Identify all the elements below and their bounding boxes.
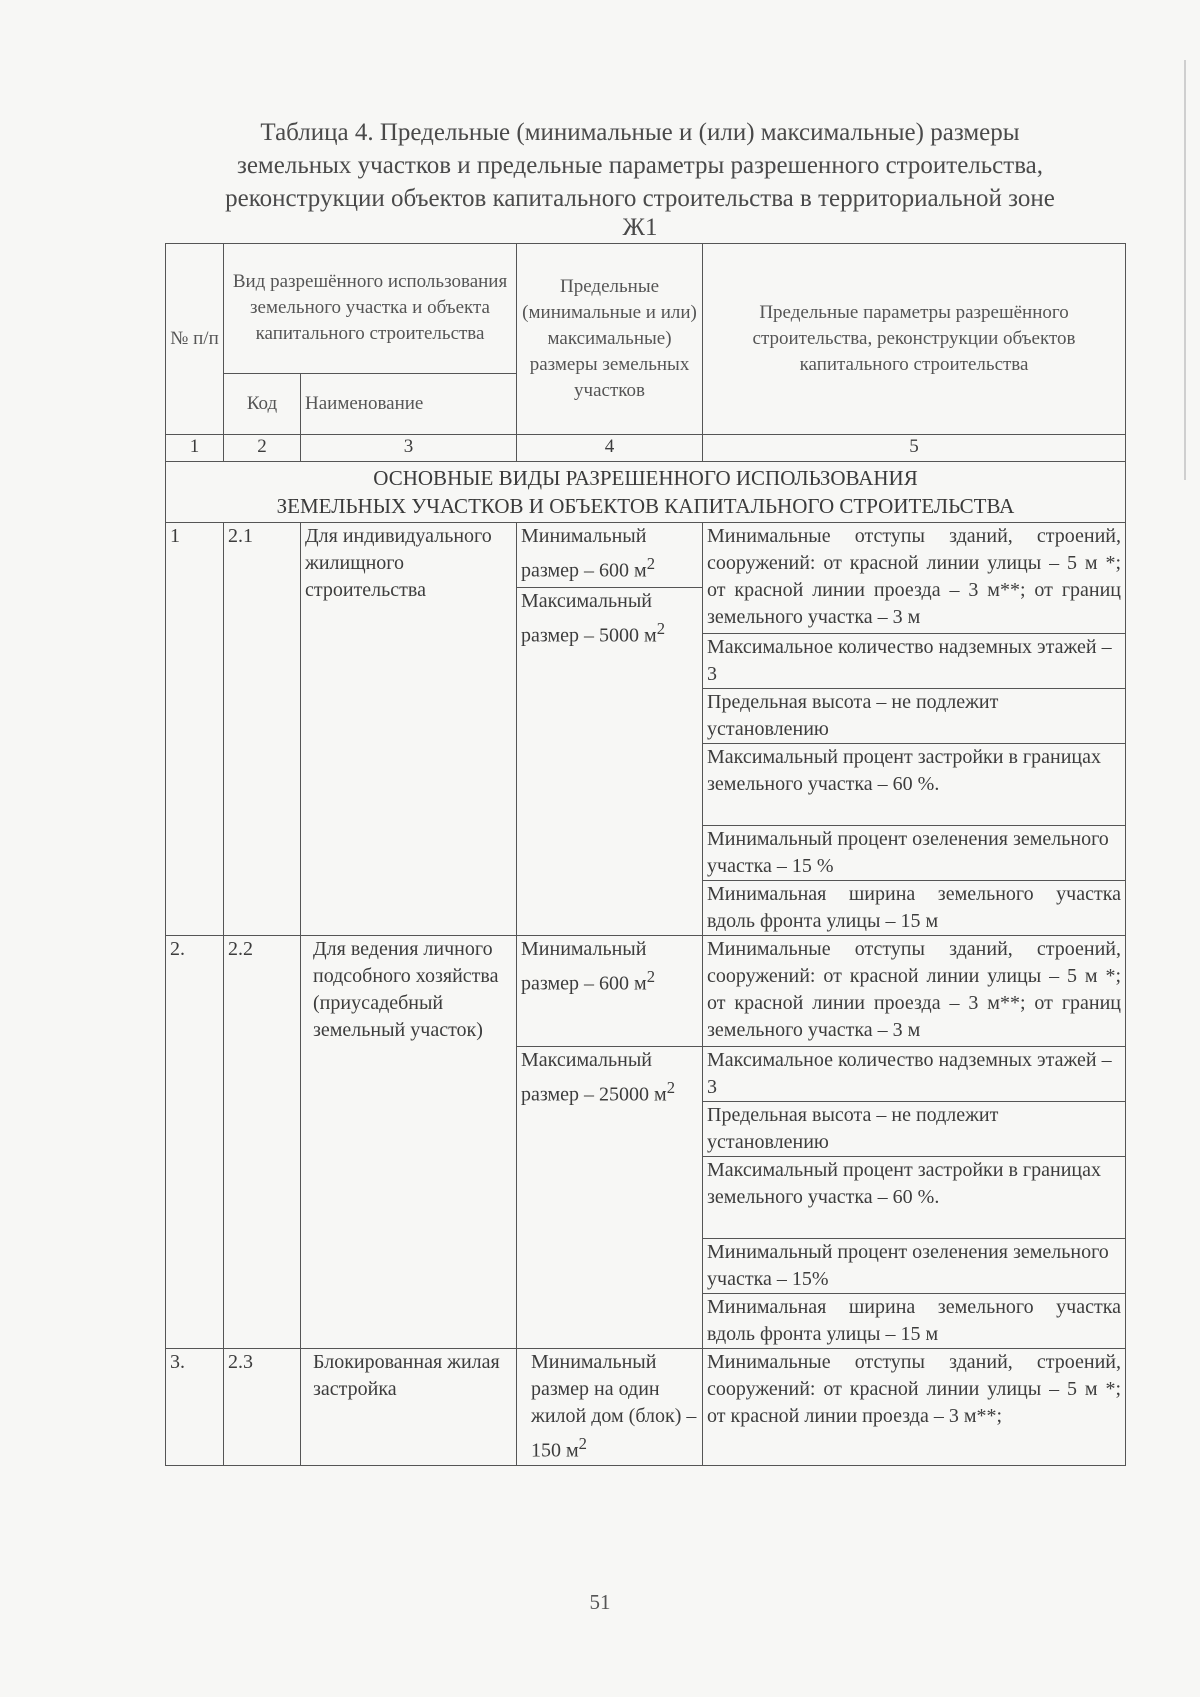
zone-table: [165, 243, 1126, 1466]
row-name: Для индивидуального жилищного строительства: [301, 523, 517, 936]
param-coverage: Максимальный процент застройки в границах земельного участка – 60 %.: [703, 744, 1126, 826]
row-name: Для ведения личного подсобного хозяйства (приусадебный земельный участок): [301, 936, 517, 1349]
param-greenery: Минимальный процент озеленения земельного участка – 15%: [703, 1239, 1126, 1294]
row-number: 1: [166, 523, 224, 936]
param-floors: Максимальное количество надземных этажей – 3: [703, 1047, 1126, 1102]
section-heading: [166, 462, 1126, 523]
column-number: 3: [301, 435, 517, 462]
min-size: [517, 1349, 703, 1466]
param-height: Предельная высота – не подлежит установлению: [703, 1102, 1126, 1157]
superscript: 2: [656, 618, 666, 638]
row-name: Блокированная жилая застройка: [301, 1349, 517, 1466]
section-line: ЗЕМЕЛЬНЫХ УЧАСТКОВ И ОБЪЕКТОВ КАПИТАЛЬНОГО СТРОИТЕЛЬСТВА: [276, 494, 1015, 518]
max-size-text: Максимальный размер – 5000 м: [521, 589, 657, 647]
scan-edge-mark: [1184, 60, 1186, 480]
max-size: [517, 588, 702, 650]
table-row: [166, 1349, 1126, 1466]
superscript: 2: [646, 967, 656, 986]
min-size-text: Минимальный размер на один жилой дом (блок) –150 м: [531, 1351, 697, 1462]
max-size: [517, 1047, 703, 1349]
column-number: 2: [224, 435, 301, 462]
row-code: 2.1: [224, 523, 301, 936]
column-number-row: [166, 435, 1126, 462]
param-setbacks: Минимальные отступы зданий, строений, сооружений: от красной линии улицы – 5 м *; от красной линии проезда – 3 м**; от границ земельного участка – 3 м: [703, 936, 1126, 1047]
page-number: 51: [589, 1590, 611, 1614]
table-row: [166, 523, 1126, 634]
header-name: Наименование: [301, 373, 517, 434]
section-heading-row: [166, 462, 1126, 523]
row-sizes: [517, 523, 703, 936]
min-size-text: Минимальный размер – 600 м: [521, 938, 647, 995]
param-greenery: Минимальный процент озеленения земельного участка – 15 %: [703, 826, 1126, 881]
title-line: Ж1: [622, 214, 658, 241]
column-number: 1: [166, 435, 224, 462]
header-params: Предельные параметры разрешённого строительства, реконструкции объектов капитального строительства: [703, 244, 1126, 435]
min-size-text: Минимальный размер – 600 м: [521, 525, 647, 582]
superscript: 2: [666, 1078, 676, 1097]
min-size: [517, 523, 702, 588]
section-line: ОСНОВНЫЕ ВИДЫ РАЗРЕШЕННОГО ИСПОЛЬЗОВАНИЯ: [373, 466, 918, 490]
header-sizes: Предельные (минимальные и или) максимальные) размеры земельных участков: [517, 244, 703, 435]
row-number: 2.: [166, 936, 224, 1349]
param-width: Минимальная ширина земельного участка вдоль фронта улицы – 15 м: [703, 881, 1126, 936]
superscript: 2: [646, 554, 656, 573]
param-width: Минимальная ширина земельного участка вдоль фронта улицы – 15 м: [703, 1294, 1126, 1349]
table-title: [150, 116, 1130, 241]
param-height: Предельная высота – не подлежит установлению: [703, 689, 1126, 744]
min-size: [517, 936, 703, 1047]
title-line: реконструкции объектов капитального строительства в территориальной зоне: [225, 185, 1055, 212]
row-code: 2.2: [224, 936, 301, 1349]
row-code: 2.3: [224, 1349, 301, 1466]
param-setbacks: Минимальные отступы зданий, строений, сооружений: от красной линии улицы – 5 м *; от красной линии проезда – 3 м**; от границ земельного участка – 3 м: [703, 523, 1126, 634]
header-num: № п/п: [166, 244, 224, 435]
header-code: Код: [224, 373, 301, 434]
table-header-row: [166, 244, 1126, 374]
table-row: [166, 936, 1126, 1047]
param-setbacks: Минимальные отступы зданий, строений, сооружений: от красной линии улицы – 5 м *; от красной линии проезда – 3 м**;: [703, 1349, 1126, 1466]
param-coverage: Максимальный процент застройки в границах земельного участка – 60 %.: [703, 1157, 1126, 1239]
column-number: 5: [703, 435, 1126, 462]
superscript: 2: [578, 1434, 587, 1453]
title-line: земельных участков и предельные параметры разрешенного строительства,: [236, 152, 1044, 179]
title-line: Таблица 4. Предельные (минимальные и (или) максимальные) размеры: [260, 119, 1020, 146]
max-size-text: Максимальный размер – 25000 м: [521, 1049, 667, 1106]
param-floors: Максимальное количество надземных этажей – 3: [703, 634, 1126, 689]
header-vid: Вид разрешённого использования земельного участка и объекта капитального строительства: [224, 244, 517, 374]
column-number: 4: [517, 435, 703, 462]
row-number: 3.: [166, 1349, 224, 1466]
